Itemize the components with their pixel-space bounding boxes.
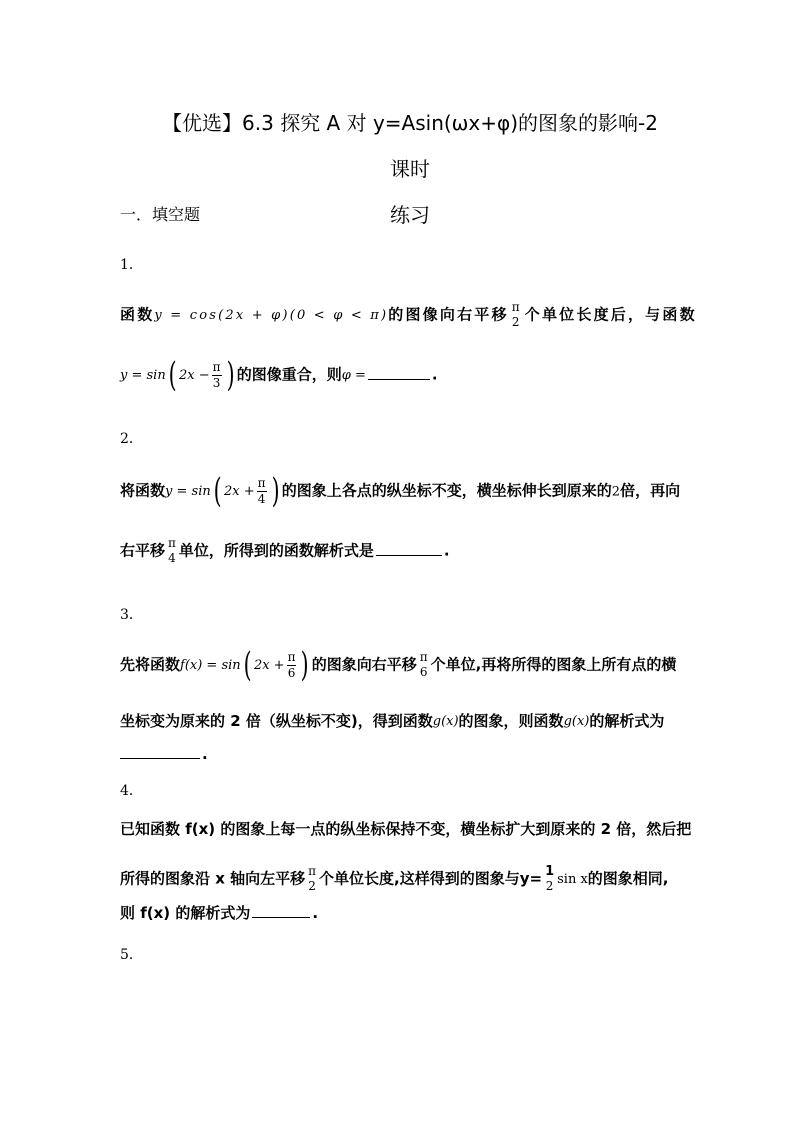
q1-lead: 函数 (120, 305, 155, 324)
q3-g2: g(x) (563, 714, 590, 729)
q1-answer-blank[interactable] (368, 365, 430, 380)
q3-g1: g(x) (432, 714, 459, 729)
q3-line2-c: 的解析式为 (589, 712, 665, 730)
q4-half-num: 1 (545, 864, 555, 879)
q2-expr-in: 2x + (223, 483, 255, 499)
q4-answer-blank[interactable] (252, 903, 310, 918)
q3-line2-b: 的图象，则函数 (458, 712, 564, 730)
q3-expr-pre: f(x) = sin (180, 657, 241, 673)
q3-expr-in: 2x + (253, 657, 285, 673)
q1-end: 的图像重合，则 (236, 365, 342, 384)
title-line-1: 【优选】6.3 探究 A 对 y=Asin(ωx+φ)的图象的影响-2 课时 (162, 111, 658, 181)
page-title (150, 100, 670, 238)
q3-frac-den: 6 (419, 665, 428, 679)
question-2-line-1 (120, 471, 681, 511)
q1-expr2-frac-num: π (212, 359, 221, 374)
question-3-line-1 (120, 645, 680, 685)
q2-fraction (167, 536, 177, 566)
q2-frac-den: 4 (168, 551, 176, 565)
question-1-line-2 (120, 355, 680, 395)
q4-frac-den: 2 (308, 879, 316, 893)
q3-mid: 的图象向右平移 (311, 655, 417, 674)
q2-two: 2 (611, 484, 621, 500)
question-5-number: 5． (120, 947, 143, 963)
q1-frac-num: π (511, 300, 522, 314)
q4-period: . (312, 904, 319, 922)
q3-tail: 个单位,再将所得的图象上所有点的横 (430, 655, 677, 674)
question-4-line-2 (120, 864, 680, 894)
q2-tail: 倍，再向 (620, 481, 681, 500)
q3-line2-a: 坐标变为原来的 2 倍（纵坐标不变)，得到函数 (120, 712, 433, 730)
q2-expr-fraction (257, 476, 267, 507)
q4-yeq: y= (519, 869, 543, 888)
question-3-line-2 (120, 710, 680, 731)
q2-expr-frac-num: π (257, 475, 266, 490)
q4-half-fraction (544, 864, 555, 894)
q1-fraction (511, 300, 523, 330)
q3-answer-blank[interactable] (120, 744, 200, 759)
q4-fraction (307, 864, 317, 894)
q4-sinx: sin x (557, 871, 588, 887)
q1-frac-den: 2 (511, 315, 522, 329)
question-2-line-2 (120, 536, 680, 566)
q3-fraction (419, 650, 429, 680)
q2-lead: 将函数 (120, 481, 166, 500)
q4-half-den: 2 (545, 879, 554, 893)
q1-expr2-frac-den: 3 (212, 375, 221, 390)
q3-expr-frac-num: π (287, 649, 296, 664)
q2-line2-lead: 右平移 (120, 541, 166, 560)
q4-line2-tail: 的图象相同, (587, 869, 669, 888)
question-4-line-1: 已知函数 f(x) 的图象上每一点的纵坐标保持不变，横坐标扩大到原来的 2 倍，然后把 (120, 820, 692, 838)
q3-right-paren: ) (301, 645, 310, 685)
question-3-number: 3． (120, 607, 143, 623)
question-1-line-1 (120, 300, 697, 330)
q2-left-paren: ( (213, 471, 222, 511)
q1-expression: y = cos(2x + φ)(0 < φ < π) (154, 307, 389, 323)
q3-lead: 先将函数 (120, 655, 181, 674)
q1-expr2-in: 2x − (178, 367, 210, 383)
q1-left-paren: ( (168, 355, 177, 395)
q2-line2-tail: 单位，所得到的函数解析式是 (178, 541, 374, 560)
question-3-line-3 (120, 744, 680, 763)
q3-expr-frac-den: 6 (287, 665, 296, 680)
q2-mid: 的图象上各点的纵坐标不变，横坐标伸长到原来的 (281, 481, 612, 500)
q2-expr-pre: y = sin (165, 483, 211, 499)
q4-line2-lead: 所得的图象沿 x 轴向左平移 (120, 869, 306, 888)
q4-frac-num: π (308, 864, 317, 878)
q2-frac-num: π (168, 536, 176, 550)
q2-right-paren: ) (271, 471, 280, 511)
question-4-line-3 (120, 902, 680, 923)
q4-line3: 则 f(x) 的解析式为 (120, 904, 251, 922)
q1-tail: 个单位长度后，与函数 (524, 305, 697, 324)
q2-period: . (443, 541, 450, 560)
q1-right-paren: ) (226, 355, 235, 395)
section-heading: 一．填空题 (120, 205, 201, 224)
q1-mid: 的图像向右平移 (388, 305, 509, 324)
q3-left-paren: ( (243, 645, 252, 685)
q2-expr-frac-den: 4 (257, 491, 266, 506)
q1-period: . (431, 365, 438, 384)
q1-expr2-fraction (212, 360, 222, 391)
q1-expr2-pre: y = sin (120, 367, 166, 383)
title-line-2: 练习 (390, 203, 430, 227)
q3-expr-fraction (287, 650, 297, 681)
q3-frac-num: π (419, 650, 428, 664)
question-2-number: 2． (120, 431, 143, 447)
question-4-number: 4． (120, 783, 143, 799)
q1-phi: φ = (341, 367, 366, 383)
q2-answer-blank[interactable] (376, 541, 442, 556)
q4-line2-mid: 个单位长度,这样得到的图象与 (319, 869, 520, 888)
question-1-number: 1． (120, 257, 143, 273)
q3-period: . (202, 745, 208, 763)
